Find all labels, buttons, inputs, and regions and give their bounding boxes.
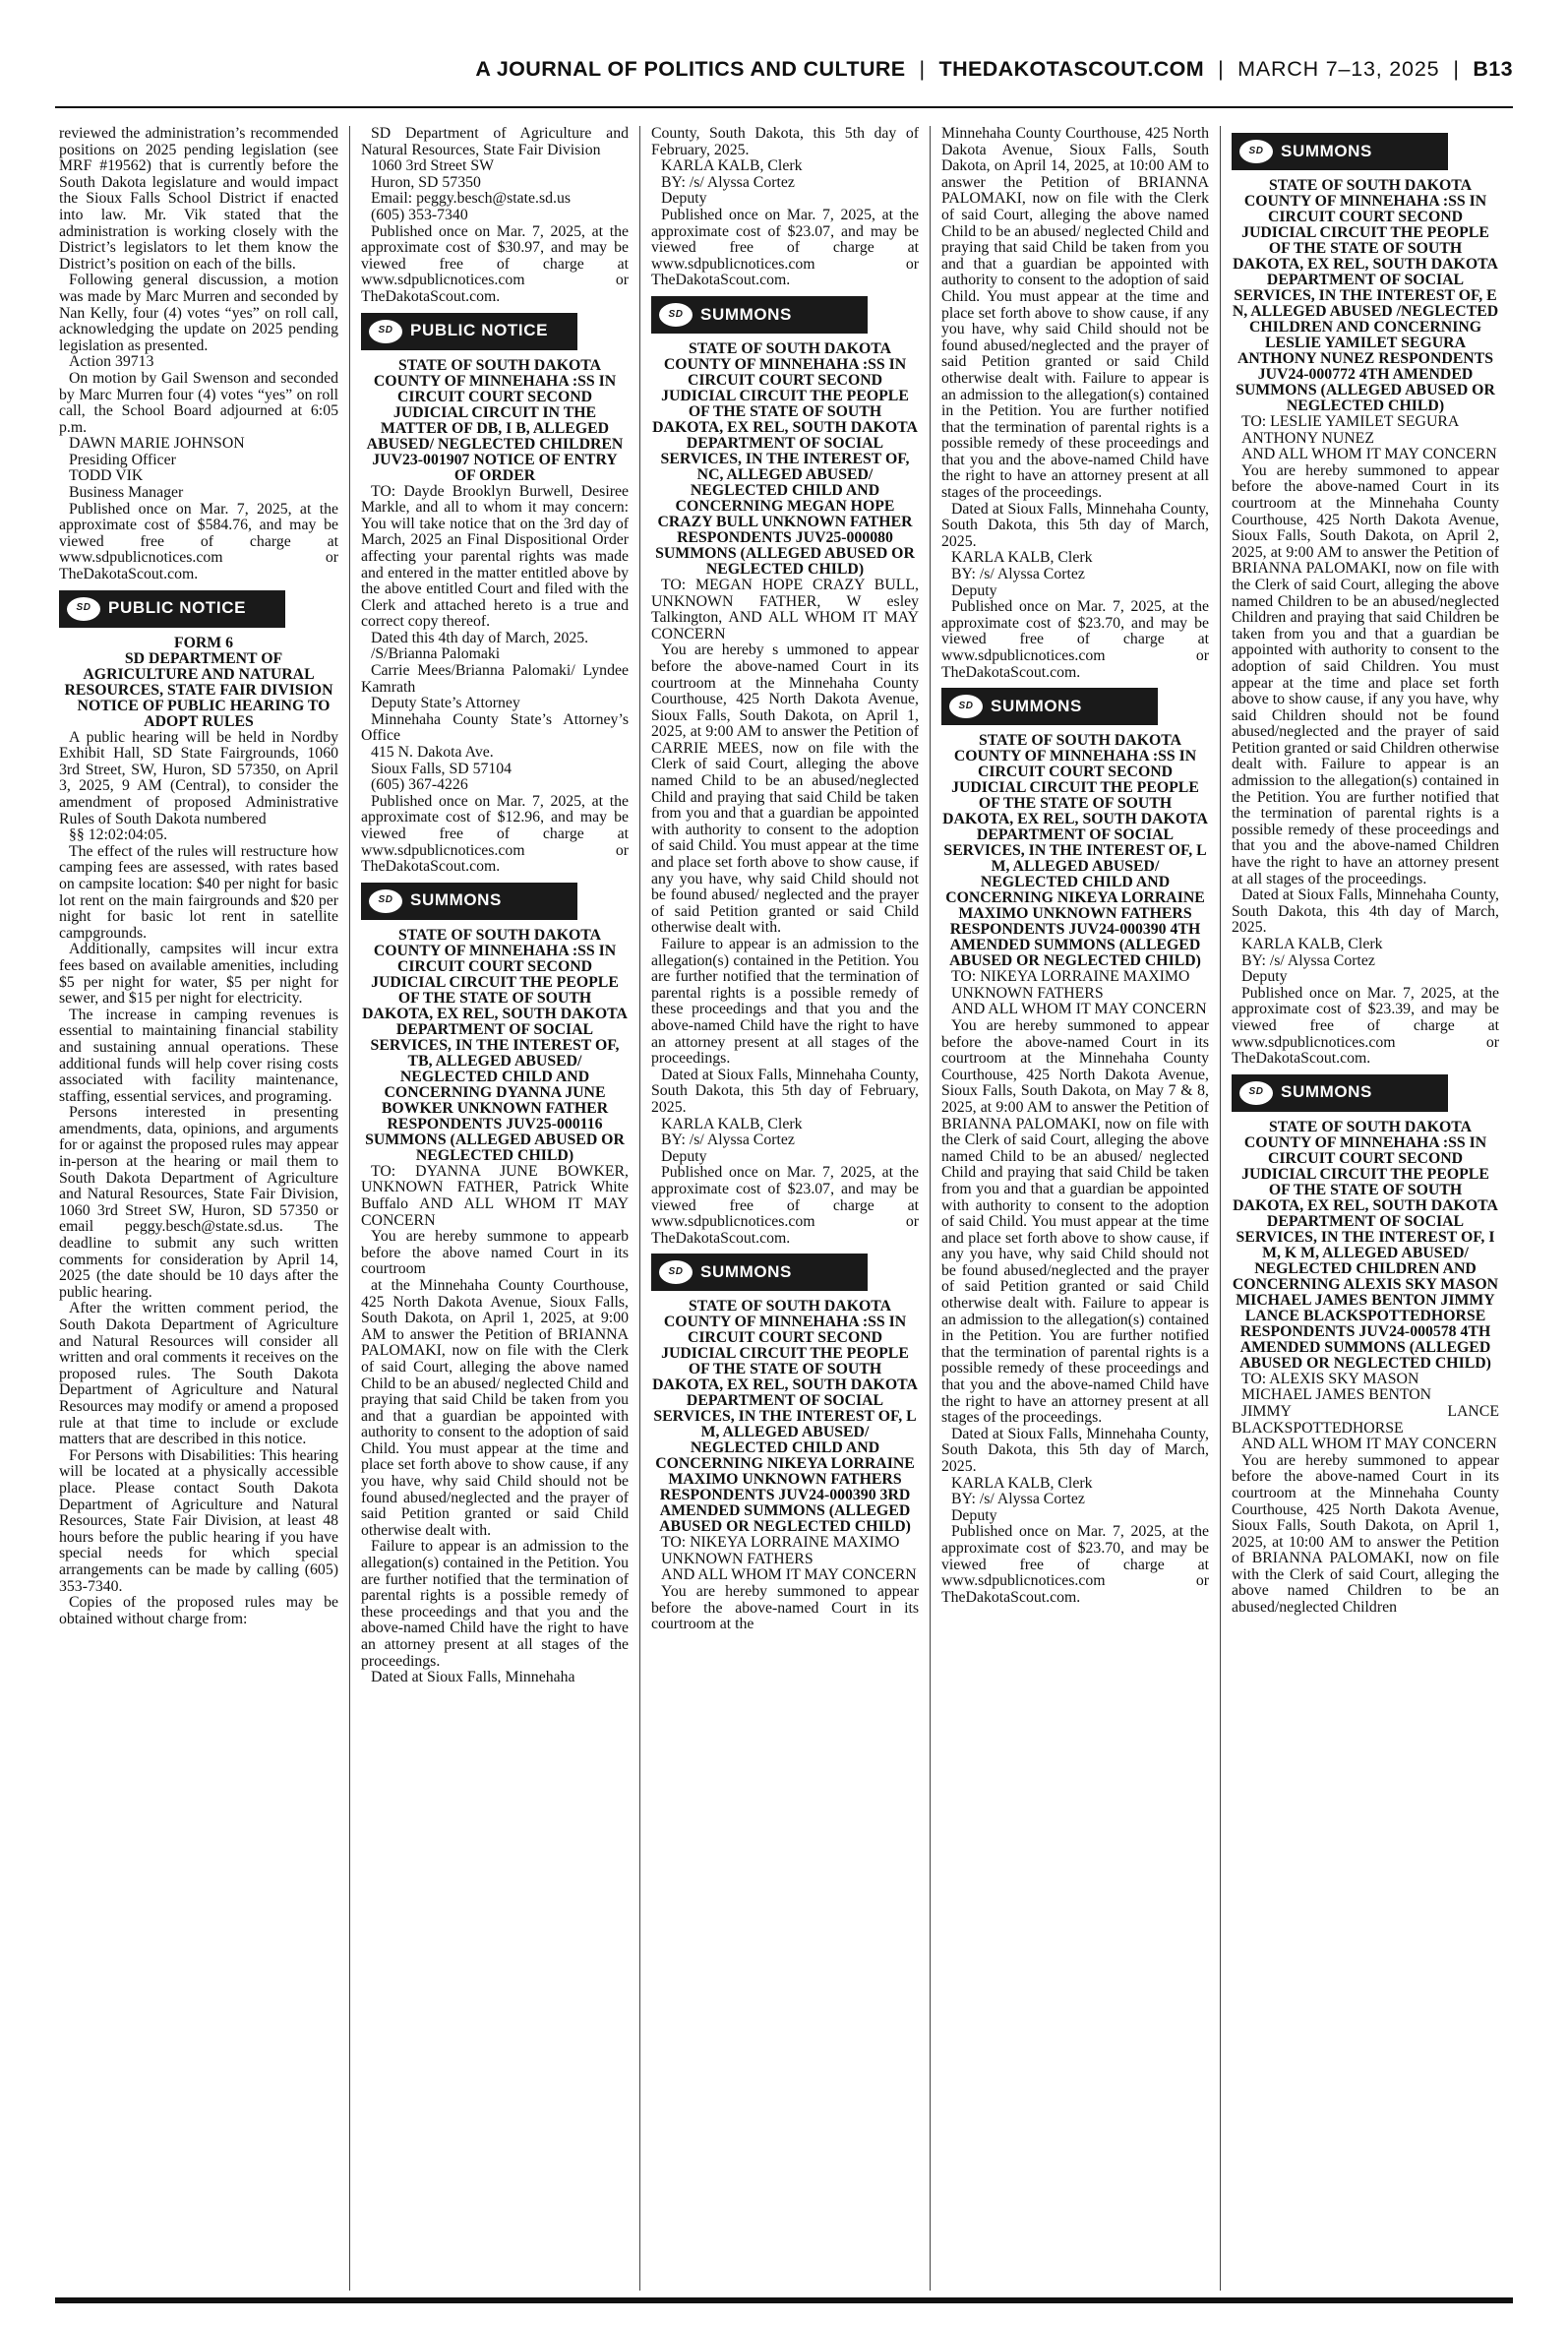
notice-paragraph: Sioux Falls, SD 57104: [371, 760, 513, 777]
notice-paragraph: You are hereby summoned to appear before the above-named Court in its courtroom at the Minnehaha County Courthouse, 425 North Dakota Avenue, Sioux Falls, South Dakota, on May 7 & 8, 2025, at 9:00 AM to answer the Petition of BRIANNA PALOMAKI, now on file with the Clerk of said Court, alleging the above named Child to be an abused/ neglected Child and praying that said Child be taken from you and that a guardian be appointed with authority to consent to the adoption of said Child. You must appear at the time and place set forth above to show cause, if any you have, why said Child should not be found abused/neglected and the prayer of said Petition granted or said Child otherwise dealt with. Failure to appear is an admission to the allegation(s) contained in the Petition. You are further notified that the termination of parental rights is a possible remedy of these proceedings and that you and the above-named Child have the right to have an attorney present at all stages of the proceedings.: [941, 1016, 1209, 1427]
notice-paragraph: Published once on Mar. 7, 2025, at the approximate cost of $23.07, and may be viewed free of charge at www.sdpublicnotices.com or TheDakotaScout.com.: [651, 1164, 919, 1247]
scout-logo-icon: SD: [1239, 1081, 1273, 1105]
footer-rule: [55, 2297, 1513, 2303]
notice-paragraph: 415 N. Dakota Ave.: [371, 744, 494, 762]
section-badge: [361, 883, 577, 920]
notice-paragraph: TODD VIK: [69, 467, 144, 485]
badge-label: SUMMONS: [700, 304, 792, 324]
scout-logo-icon: SD: [369, 320, 402, 343]
notice-paragraph: Carrie Mees/Brianna Palomaki/ Lyndee Kamrath: [361, 662, 629, 696]
notice-paragraph: Huron, SD 57350: [371, 173, 481, 191]
notice-heading: STATE OF SOUTH DAKOTA COUNTY OF MINNEHAHA :SS IN CIRCUIT COURT SECOND JUDICIAL CIRCUIT THE PEOPLE OF THE STATE OF SOUTH DAKOTA, EX REL, SOUTH DAKOTA DEPARTMENT OF SOCIAL SERVICES, IN THE INTEREST OF, NC, ALLEGED ABUSED/ NEGLECTED CHILD AND CONCERNING MEGAN HOPE CRAZY BULL UNKNOWN FATHER RESPONDENTS JUV25-000080 SUMMONS (ALLEGED ABUSED OR NEGLECTED CHILD): [652, 339, 918, 578]
scout-logo-icon: SD: [659, 1260, 693, 1284]
section-badge: [1232, 133, 1448, 170]
notice-paragraph: TO: LESLIE YAMILET SEGURA: [1241, 413, 1460, 430]
notice-paragraph: Deputy State’s Attorney: [371, 695, 520, 712]
notice-paragraph: Published once on Mar. 7, 2025, at the approximate cost of $23.70, and may be viewed free of charge at www.sdpublicnotices.com or TheDakotaScout.com.: [941, 598, 1209, 681]
notice-paragraph: You are hereby summoned to appear before the above-named Court in its courtroom at the: [651, 1583, 919, 1633]
notice-heading: STATE OF SOUTH DAKOTA COUNTY OF MINNEHAHA :SS IN CIRCUIT COURT SECOND JUDICIAL CIRCUIT THE PEOPLE OF THE STATE OF SOUTH DAKOTA, EX REL, SOUTH DAKOTA DEPARTMENT OF SOCIAL SERVICES, IN THE INTEREST OF, L M, ALLEGED ABUSED/ NEGLECTED CHILD AND CONCERNING NIKEYA LORRAINE MAXIMO UNKNOWN FATHERS RESPONDENTS JUV24-000390 3RD AMENDED SUMMONS (ALLEGED ABUSED OR NEGLECTED CHILD): [652, 1298, 918, 1536]
badge-label: SUMMONS: [991, 696, 1082, 715]
notice-paragraph: Published once on Mar. 7, 2025, at the approximate cost of $30.97, and may be viewed free of charge at www.sdpublicnotices.com or TheDakotaScout.com.: [361, 222, 629, 305]
separator: |: [919, 56, 926, 81]
notice-paragraph: Deputy: [661, 1147, 707, 1165]
notice-paragraph: BY: /s/ Alyssa Cortez: [661, 173, 795, 191]
notice-paragraph: BY: /s/ Alyssa Cortez: [661, 1132, 795, 1149]
notice-heading: SD DEPARTMENT OF AGRICULTURE AND NATURAL RESOURCES, STATE FAIR DIVISION: [64, 649, 333, 699]
notice-paragraph: Failure to appear is an admission to the allegation(s) contained in the Petition. You are further notified that the termination of parental rights is a possible remedy of these proceedings and that you and the above-named Child have the right to have an attorney present at all stages of the proceedings.: [651, 936, 919, 1068]
notice-paragraph: After the written comment period, the South Dakota Department of Agriculture and Natural Resources will consider all written and oral comments it receives on the proposed rules. The South Dakota Department of Agriculture and Natural Resources may modify or amend a proposed rule at that time to include or exclude matters that are described in this notice.: [59, 1300, 338, 1448]
scout-logo-icon: SD: [1239, 140, 1273, 163]
notice-paragraph: Dated this 4th day of March, 2025.: [371, 629, 589, 646]
separator: |: [1218, 56, 1225, 81]
site-link[interactable]: THEDAKOTASCOUT.COM: [938, 56, 1205, 81]
notice-paragraph: Dated at Sioux Falls, Minnehaha County, South Dakota, this 5th day of March, 2025.: [941, 1425, 1209, 1475]
notice-paragraph: Additionally, campsites will incur extra fees based on available amenities, including $5 per night for water, $5 per night for sewer, and $15 per night for electricity.: [59, 941, 338, 1008]
issue-date: MARCH 7–13, 2025: [1237, 56, 1440, 81]
notice-paragraph: For Persons with Disabilities: This hearing will be located at a physically accessible place. Please contact South Dakota Department of Agriculture and Natural Resources, State Fair Division, at least 48 hours before the public hearing if you have special needs for which special arrangements can be made by calling (605) 353-7340.: [59, 1446, 338, 1595]
notice-paragraph: You are hereby summoned to appear before the above-named Court in its courtroom at the Minnehaha County Courthouse, 425 North Dakota Avenue, Sioux Falls, South Dakota, on April 1, 2025, at 10:00 AM to answer the Petition of BRIANNA PALOMAKI, now on file with the Clerk of said Court, alleging the above named Children to be an abused/neglected Children: [1232, 1451, 1499, 1617]
notice-paragraph: §§ 12:02:04:05.: [69, 826, 168, 844]
notice-paragraph: KARLA KALB, Clerk: [951, 549, 1093, 567]
header-rule: [55, 106, 1513, 108]
notice-heading: STATE OF SOUTH DAKOTA COUNTY OF MINNEHAHA :SS IN CIRCUIT COURT SECOND JUDICIAL CIRCUIT THE PEOPLE OF THE STATE OF SOUTH DAKOTA, EX REL, SOUTH DAKOTA DEPARTMENT OF SOCIAL SERVICES, IN THE INTEREST OF, TB, ALLEGED ABUSED/ NEGLECTED CHILD AND CONCERNING DYANNA JUNE BOWKER UNKNOWN FATHER RESPONDENTS JUV25-000116 SUMMONS (ALLEGED ABUSED OR NEGLECTED CHILD): [362, 926, 628, 1164]
badge-label: SUMMONS: [1281, 141, 1372, 160]
journal-tagline: A JOURNAL OF POLITICS AND CULTURE: [475, 56, 906, 81]
masthead: [55, 49, 1513, 89]
notice-paragraph: TO: DYANNA JUNE BOWKER, UNKNOWN FATHER, Patrick White Buffalo AND ALL WHOM IT MAY CONCERN: [361, 1162, 629, 1229]
page-number: B13: [1473, 56, 1513, 81]
notice-paragraph: Deputy: [1241, 968, 1288, 986]
notice-paragraph: TO: MEGAN HOPE CRAZY BULL, UNKNOWN FATHER, W esley Talkington, AND ALL WHOM IT MAY CONCERN: [651, 576, 919, 642]
section-badge: [361, 313, 577, 350]
notice-paragraph: BY: /s/ Alyssa Cortez: [951, 1491, 1085, 1508]
notice-heading: STATE OF SOUTH DAKOTA COUNTY OF MINNEHAHA :SS IN CIRCUIT COURT SECOND JUDICIAL CIRCUIT THE PEOPLE OF THE STATE OF SOUTH DAKOTA, EX REL, SOUTH DAKOTA DEPARTMENT OF SOCIAL SERVICES, IN THE INTEREST OF, L M, ALLEGED ABUSED/ NEGLECTED CHILD AND CONCERNING NIKEYA LORRAINE MAXIMO UNKNOWN FATHERS RESPONDENTS JUV24-000390 4TH AMENDED SUMMONS (ALLEGED ABUSED OR NEGLECTED CHILD): [942, 732, 1208, 970]
notice-columns: [59, 126, 1510, 2291]
notice-paragraph: Persons interested in presenting amendments, data, opinions, and arguments for or against the proposed rules may appear in-person at the hearing or mail them to South Dakota Department of Agriculture and Natural Resources, State Fair Division, 1060 3rd Street SW, Huron, SD 57350 or email peggy.besch@state.sd.us. The deadline to submit any such written comments for consideration by April 14, 2025 (the date should be 10 days after the public hearing.: [59, 1104, 338, 1301]
notice-paragraph: TO: NIKEYA LORRAINE MAXIMO: [661, 1534, 900, 1552]
notice-paragraph: You are hereby summoned to appear before the above-named Court in its courtroom at the Minnehaha County Courthouse, 425 North Dakota Avenue, Sioux Falls, South Dakota, on April 2, 2025, at 9:00 AM to answer the Petition of BRIANNA PALOMAKI, now on file with the Clerk of said Court, alleging the above named Children to be an abused/neglected Children and praying that said Children be taken from you and that a guardian be appointed with authority to consent to the adoption of said Children. You must appear at the time and place set forth above to show cause, if any you have, why said Children should not be found abused/neglected and the prayer of said Petition granted or said Children otherwise dealt with. Failure to appear is an admission to the allegation(s) contained in the Petition. You are further notified that the termination of parental rights is a possible remedy of these proceedings and that you and the above-named Children have the right to have an attorney present at all stages of the proceedings.: [1232, 461, 1499, 887]
notice-paragraph: ANTHONY NUNEZ: [1241, 429, 1374, 447]
notice-paragraph: AND ALL WHOM IT MAY CONCERN: [1241, 1436, 1497, 1453]
notice-heading: FORM 6: [173, 634, 234, 651]
notice-paragraph: You are hereby s ummoned to appear before the above-named Court in its courtroom at the Minnehaha County Courthouse, 425 North Dakota Avenue, Sioux Falls, South Dakota, on April 1, 2025, at 9:00 AM to answer the Petition of CARRIE MEES, now on file with the Clerk of said Court, alleging the above named Child to be an abused/neglected Child and praying that said Child be taken from you and that a guardian be appointed with authority to consent to the adoption of said Child. You must appear at the time and place set forth above to show cause, if any you have, why said Child should not be found abused/ neglected and the prayer of said Petition granted or said Child otherwise dealt with.: [651, 642, 919, 937]
badge-label: PUBLIC NOTICE: [108, 598, 247, 618]
notice-paragraph: KARLA KALB, Clerk: [661, 1115, 803, 1132]
notice-paragraph: UNKNOWN FATHERS: [951, 984, 1104, 1002]
section-badge: [651, 1254, 868, 1291]
notice-paragraph: Deputy: [951, 581, 997, 599]
notice-paragraph: A public hearing will be held in Nordby Exhibit Hall, SD State Fairgrounds, 1060 3rd Street, SW, Huron, SD 57350, on April 3, 2025, 9 AM (Central), to consider the amendment of proposed Administrative Rules of South Dakota numbered: [59, 728, 338, 827]
notice-paragraph: UNKNOWN FATHERS: [661, 1550, 814, 1567]
column-3: [639, 126, 930, 2291]
notice-paragraph: Copies of the proposed rules may be obtained without charge from:: [59, 1594, 338, 1627]
notice-paragraph: County, South Dakota, this 5th day of February, 2025.: [651, 126, 919, 158]
notice-paragraph: JIMMY LANCE BLACKSPOTTEDHORSE: [1232, 1402, 1499, 1437]
notice-paragraph: AND ALL WHOM IT MAY CONCERN: [951, 1001, 1207, 1018]
scout-logo-icon: SD: [949, 695, 983, 718]
notice-paragraph: KARLA KALB, Clerk: [1241, 936, 1383, 952]
column-4: [930, 126, 1220, 2291]
notice-paragraph: Published once on Mar. 7, 2025, at the approximate cost of $23.70, and may be viewed free of charge at www.sdpublicnotices.com or TheDakotaScout.com.: [941, 1523, 1209, 1606]
notice-paragraph: Minnehaha County Courthouse, 425 North Dakota Avenue, Sioux Falls, South Dakota, on April 14, 2025, at 10:00 AM to answer the Petition of BRIANNA PALOMAKI, now on file with the Clerk of said Court, alleging the above named Child to be an abused/ neglected Child and praying that said Child be taken from you and that a guardian be appointed with authority to consent to the adoption of said Child. You must appear at the time and place set forth above to show cause, if any you have, why said Child should not be found abused/neglected and the prayer of said Petition granted or said Child otherwise dealt with. Failure to appear is an admission to the allegation(s) contained in the Petition. You are further notified that the termination of parental rights is a possible remedy of these proceedings and that you and the above-named Child have the right to have an attorney present at all stages of the proceedings.: [941, 126, 1209, 502]
separator: |: [1453, 56, 1460, 81]
notice-paragraph: BY: /s/ Alyssa Cortez: [951, 566, 1085, 583]
notice-heading: STATE OF SOUTH DAKOTA COUNTY OF MINNEHAHA :SS IN CIRCUIT COURT SECOND JUDICIAL CIRCUIT THE PEOPLE OF THE STATE OF SOUTH DAKOTA, EX REL, SOUTH DAKOTA DEPARTMENT OF SOCIAL SERVICES, IN THE INTEREST OF, E N, ALLEGED ABUSED /NEGLECTED CHILDREN AND CONCERNING LESLIE YAMILET SEGURA ANTHONY NUNEZ RESPONDENTS JUV24-000772 4TH AMENDED SUMMONS (ALLEGED ABUSED OR NEGLECTED CHILD): [1232, 177, 1499, 414]
notice-paragraph: Deputy: [951, 1506, 997, 1524]
notice-paragraph: Failure to appear is an admission to the allegation(s) contained in the Petition. You are further notified that the termination of parental rights is a possible remedy of these proceedings and that you and the above-named Child have the right to have an attorney present at all stages of the proceedings.: [361, 1538, 629, 1670]
notice-paragraph: (605) 367-4226: [371, 776, 468, 794]
notice-paragraph: 1060 3rd Street SW: [371, 157, 495, 175]
notice-paragraph: DAWN MARIE JOHNSON: [69, 435, 245, 453]
notice-paragraph: reviewed the administration’s recommended positions on 2025 pending legislation (see MRF #19562) that is currently before the South Dakota legislature and would impact the Sioux Falls School District if enacted into law. Mr. Vik stated that the administration is working closely with the District’s legislators to let them know the District’s position on each of the bills.: [59, 126, 338, 273]
notice-paragraph: TO: Dayde Brooklyn Burwell, Desiree Markle, and all to whom it may concern: You will take notice that on the 3rd day of March, 2025 an Final Dispositional Order affecting your parental rights was made and entered in the matter entitled above by the above entitled Court and filed with the Clerk and attached hereto is a true and correct copy thereof.: [361, 482, 629, 631]
notice-paragraph: Published once on Mar. 7, 2025, at the approximate cost of $12.96, and may be viewed free of charge at www.sdpublicnotices.com or TheDakotaScout.com.: [361, 792, 629, 876]
badge-label: SUMMONS: [1281, 1082, 1372, 1102]
notice-paragraph: AND ALL WHOM IT MAY CONCERN: [1241, 446, 1497, 463]
notice-paragraph: Published once on Mar. 7, 2025, at the approximate cost of $584.76, and may be viewed free of charge at www.sdpublicnotices.com or TheDakotaScout.com.: [59, 500, 338, 583]
column-1: [59, 126, 349, 2291]
notice-paragraph: Following general discussion, a motion was made by Marc Murren and seconded by Nan Kelly, four (4) votes “yes” on roll call, acknowledging the update on 2025 pending legislation as presented.: [59, 272, 338, 354]
notice-paragraph: /S/Brianna Palomaki: [371, 645, 501, 663]
notice-paragraph: TO: ALEXIS SKY MASON: [1241, 1370, 1419, 1387]
notice-paragraph: Business Manager: [69, 484, 184, 502]
section-badge: [59, 590, 285, 628]
notice-heading: STATE OF SOUTH DAKOTA COUNTY OF MINNEHAHA :SS IN CIRCUIT COURT SECOND JUDICIAL CIRCUIT IN THE MATTER OF DB, I B, ALLEGED ABUSED/ NEGLECTED CHILDREN JUV23-001907 NOTICE OF ENTRY OF ORDER: [366, 356, 624, 484]
notice-paragraph: Action 39713: [69, 353, 154, 371]
notice-paragraph: Dated at Sioux Falls, Minnehaha County, South Dakota, this 5th day of February, 2025.: [651, 1066, 919, 1116]
notice-paragraph: KARLA KALB, Clerk: [661, 157, 803, 175]
section-badge: [1232, 1074, 1448, 1112]
notice-paragraph: You are hereby summone to appearb before the above named Court in its courtroom: [361, 1228, 629, 1278]
badge-label: SUMMONS: [410, 890, 502, 910]
notice-paragraph: KARLA KALB, Clerk: [951, 1474, 1093, 1492]
scout-logo-icon: SD: [67, 597, 100, 621]
notice-paragraph: BY: /s/ Alyssa Cortez: [1241, 951, 1375, 969]
notice-paragraph: SD Department of Agriculture and Natural Resources, State Fair Division: [361, 126, 629, 158]
notice-heading: STATE OF SOUTH DAKOTA COUNTY OF MINNEHAHA :SS IN CIRCUIT COURT SECOND JUDICIAL CIRCUIT THE PEOPLE OF THE STATE OF SOUTH DAKOTA, EX REL, SOUTH DAKOTA DEPARTMENT OF SOCIAL SERVICES, IN THE INTEREST OF, I M, K M, ALLEGED ABUSED/ NEGLECTED CHILDREN AND CONCERNING ALEXIS SKY MASON MICHAEL JAMES BENTON JIMMY LANCE BLACKSPOTTEDHORSE RESPONDENTS JUV24-000578 4TH AMENDED SUMMONS (ALLEGED ABUSED OR NEGLECTED CHILD): [1232, 1118, 1499, 1372]
notice-paragraph: Minnehaha County State’s Attorney’s Office: [361, 710, 629, 745]
notice-paragraph: Deputy: [661, 190, 707, 208]
notice-paragraph: at the Minnehaha County Courthouse, 425 North Dakota Avenue, Sioux Falls, South Dakota, on April 1, 2025, at 9:00 AM to answer the Petition of BRIANNA PALOMAKI, now on file with the Clerk of said Court, alleging the above named Child to be an abused/ neglected Child and praying that said Child be taken from you and that a guardian be appointed with authority to consent to the adoption of said Child. You must appear at the time and place set forth above to show cause, if any you have, why said Child should not be found abused/neglected and the prayer of said Petition granted or said Child otherwise dealt with.: [361, 1276, 629, 1539]
notice-paragraph: On motion by Gail Swenson and seconded by Marc Murren four (4) votes “yes” on roll call, the School Board adjourned at 6:05 p.m.: [59, 369, 338, 436]
notice-paragraph: The effect of the rules will restructure how camping fees are assessed, with rates based on campsite location: $40 per night for basic lot rent on the main fairgrounds and $20 per night for basic lot rent in satellite campgrounds.: [59, 842, 338, 942]
notice-paragraph: TO: NIKEYA LORRAINE MAXIMO: [951, 968, 1190, 986]
column-2: [349, 126, 639, 2291]
section-badge: [651, 296, 868, 334]
notice-paragraph: (605) 353-7340: [371, 206, 468, 223]
notice-heading: NOTICE OF PUBLIC HEARING TO ADOPT RULES: [77, 697, 331, 730]
column-5: [1220, 126, 1510, 2291]
notice-paragraph: The increase in camping revenues is essential to maintaining financial stability and sustaining annual operations. These additional funds will help cover rising costs associated with facility maintenance, staffing, essential services, and programing.: [59, 1006, 338, 1105]
notice-paragraph: Published once on Mar. 7, 2025, at the approximate cost of $23.39, and may be viewed free of charge at www.sdpublicnotices.com or TheDakotaScout.com.: [1232, 984, 1499, 1068]
badge-label: SUMMONS: [700, 1261, 792, 1281]
badge-label: PUBLIC NOTICE: [410, 321, 549, 340]
notice-paragraph: MICHAEL JAMES BENTON: [1241, 1386, 1432, 1404]
notice-paragraph: AND ALL WHOM IT MAY CONCERN: [661, 1566, 917, 1584]
notice-paragraph: Dated at Sioux Falls, Minnehaha County, South Dakota, this 4th day of March, 2025.: [1232, 887, 1499, 937]
notice-paragraph: Presiding Officer: [69, 451, 176, 468]
notice-paragraph: Dated at Sioux Falls, Minnehaha County, South Dakota, this 5th day of March, 2025.: [941, 500, 1209, 550]
scout-logo-icon: SD: [369, 889, 402, 913]
scout-logo-icon: SD: [659, 303, 693, 327]
section-badge: [941, 688, 1158, 725]
notice-paragraph: Published once on Mar. 7, 2025, at the approximate cost of $23.07, and may be viewed free of charge at www.sdpublicnotices.com or TheDakotaScout.com.: [651, 206, 919, 289]
notice-paragraph: Email: peggy.besch@state.sd.us: [371, 190, 572, 208]
notice-paragraph: Dated at Sioux Falls, Minnehaha: [371, 1669, 575, 1686]
